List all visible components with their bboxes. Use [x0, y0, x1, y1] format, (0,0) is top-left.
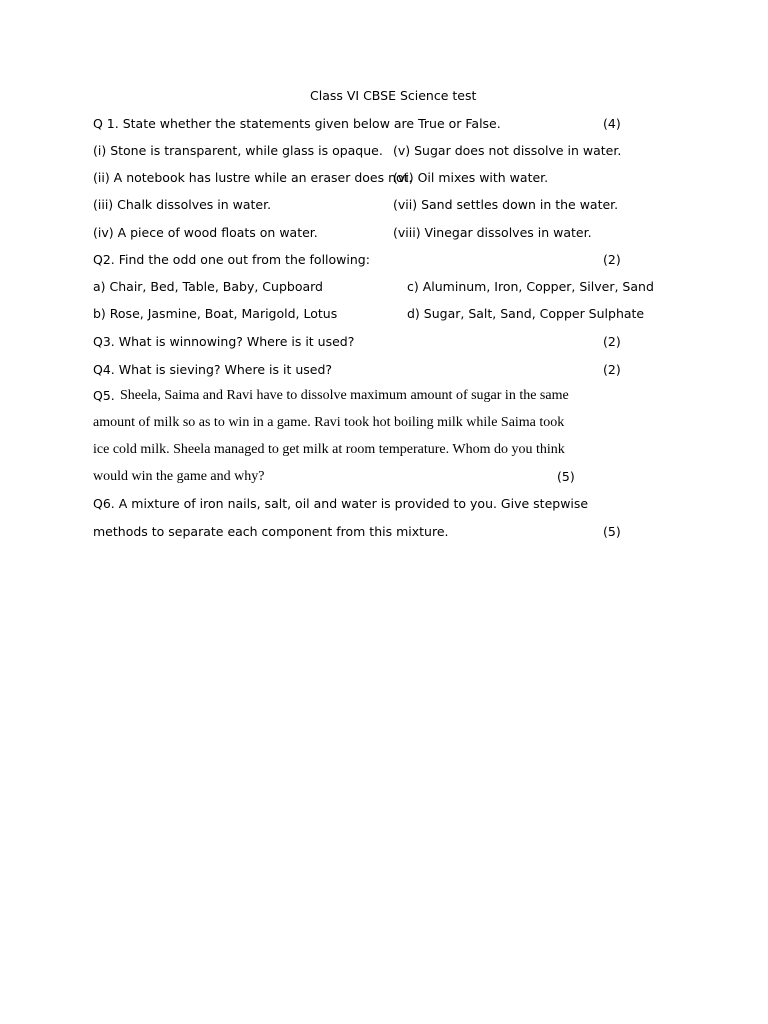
- q2-option-b: b) Rose, Jasmine, Boat, Marigold, Lotus: [93, 306, 338, 321]
- q1-text: Q 1. State whether the statements given below are True or False.: [93, 116, 501, 131]
- q5-marks: (5): [557, 469, 575, 484]
- q6-marks: (5): [603, 524, 621, 539]
- q5-label: Q5.: [93, 388, 115, 403]
- q5-line-1: Sheela, Saima and Ravi have to dissolve maximum amount of sugar in the same: [120, 388, 569, 403]
- q5-line-4: would win the game and why?: [93, 469, 265, 484]
- q6-line-2: methods to separate each component from this mixture.: [93, 524, 449, 539]
- q1-statement-v: (v) Sugar does not dissolve in water.: [393, 143, 622, 158]
- q2-option-d: d) Sugar, Salt, Sand, Copper Sulphate: [407, 306, 645, 321]
- q3-marks: (2): [603, 334, 621, 349]
- q1-statement-iii: (iii) Chalk dissolves in water.: [93, 197, 272, 212]
- q2-text: Q2. Find the odd one out from the following:: [93, 252, 370, 267]
- q4-text: Q4. What is sieving? Where is it used?: [93, 362, 333, 377]
- q1-statement-viii: (viii) Vinegar dissolves in water.: [393, 225, 592, 240]
- page-title: Class VI CBSE Science test: [310, 88, 477, 103]
- q1-statement-i: (i) Stone is transparent, while glass is opaque.: [93, 143, 383, 158]
- q2-marks: (2): [603, 252, 621, 267]
- q5-line-3: ice cold milk. Sheela managed to get milk at room temperature. Whom do you think: [93, 442, 565, 457]
- q3-text: Q3. What is winnowing? Where is it used?: [93, 334, 355, 349]
- q2-option-c: c) Aluminum, Iron, Copper, Silver, Sand: [407, 279, 654, 294]
- q5-line-2: amount of milk so as to win in a game. Ravi took hot boiling milk while Saima took: [93, 415, 565, 430]
- q4-marks: (2): [603, 362, 621, 377]
- q1-statement-vii: (vii) Sand settles down in the water.: [393, 197, 619, 212]
- q1-statement-iv: (iv) A piece of wood floats on water.: [93, 225, 318, 240]
- q1-statement-vi: (vi) Oil mixes with water.: [393, 170, 549, 185]
- q2-option-a: a) Chair, Bed, Table, Baby, Cupboard: [93, 279, 323, 294]
- q6-line-1: Q6. A mixture of iron nails, salt, oil and water is provided to you. Give stepwise: [93, 496, 589, 511]
- q1-marks: (4): [603, 116, 621, 131]
- q1-statement-ii: (ii) A notebook has lustre while an eraser does not.: [93, 170, 413, 185]
